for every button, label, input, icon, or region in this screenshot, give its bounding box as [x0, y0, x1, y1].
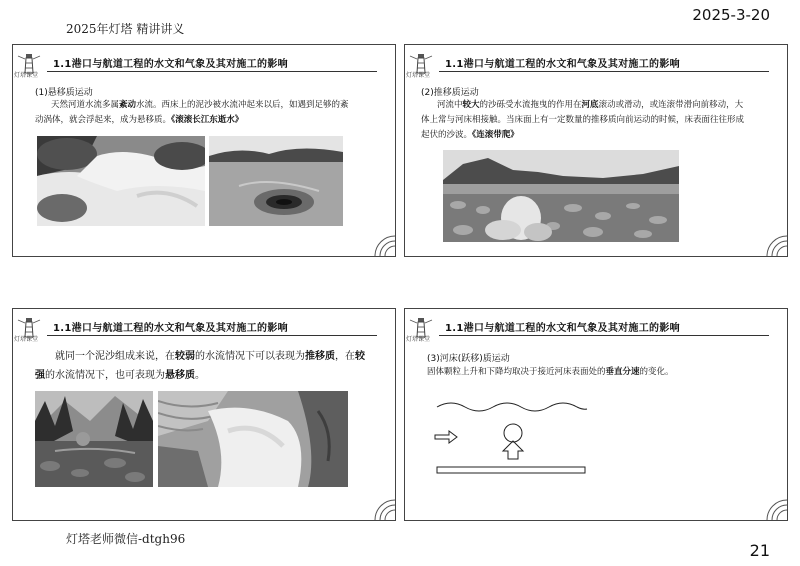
corner-swirl-icon [765, 234, 787, 256]
riverbed [437, 467, 585, 473]
page-footer: 灯塔老师微信-dtgh96 [66, 532, 186, 546]
logo-text: 灯塔课堂 [406, 336, 431, 343]
saltation-diagram [429, 395, 589, 481]
whirlpool-photo [209, 136, 343, 226]
corner-swirl-icon [373, 498, 395, 520]
corner-swirl-icon [765, 498, 787, 520]
water-surface-wave [437, 403, 587, 411]
logo-text: 灯塔课堂 [14, 336, 39, 343]
slide-suspended-load [12, 44, 396, 257]
sediment-particle [504, 424, 522, 442]
title-divider [439, 71, 769, 72]
slide-title: 1.1港口与航道工程的水文和气象及其对施工的影响 [53, 323, 288, 334]
pebble-beach-photo [443, 150, 679, 242]
slide-subtitle: (2)推移质运动 [421, 88, 479, 98]
logo-text: 灯塔课堂 [14, 72, 39, 79]
page-number: 21 [749, 541, 770, 560]
slide-title: 1.1港口与航道工程的水文和气象及其对施工的影响 [445, 59, 680, 70]
logo-text: 灯塔课堂 [406, 72, 431, 79]
rapids-photo [37, 136, 205, 226]
title-divider [47, 335, 377, 336]
waterfall-photo [158, 391, 348, 487]
slide-bed-load [404, 44, 788, 257]
slide-paragraph: 固体颗粒上升和下降均取决于接近河床表面处的垂直分速的变化。 [427, 367, 674, 377]
slide-subtitle: (1)悬移质运动 [35, 88, 93, 98]
slide-subtitle: (3)河床(跃移)质运动 [427, 354, 510, 364]
slide-title: 1.1港口与航道工程的水文和气象及其对施工的影响 [445, 323, 680, 334]
slide-saltation-load [404, 308, 788, 521]
flow-direction-arrow-icon [435, 431, 457, 443]
slide-paragraph: 河流中较大的沙砾受水流拖曳的作用在河底滚动或滑动，或连滚带滑向前移动，大体上常与河床相接触。当床面上有一定数量的推移质向前运动的时候，床表面往往形成起伏的沙波。《连滚带爬》 [421, 100, 745, 140]
page-date: 2025-3-20 [692, 6, 770, 24]
slide-paragraph: 天然河道水流多属紊动水流。西床上的泥沙被水流冲起来以后，如遇到足够的紊动涡体，就会浮起来，成为悬移质。《滚滚长江东逝水》 [35, 100, 349, 125]
mountain-stream-photo [35, 391, 153, 487]
title-divider [439, 335, 769, 336]
slide-load-comparison [12, 308, 396, 521]
corner-swirl-icon [373, 234, 395, 256]
title-divider [47, 71, 377, 72]
upward-velocity-arrow-icon [503, 441, 523, 459]
page-header: 2025年灯塔 精讲讲义 [66, 22, 185, 36]
slide-paragraph: 就同一个泥沙组成来说，在较弱的水流情况下可以表现为推移质，在较强的水流情况下，也可表现为悬移质。 [35, 351, 365, 381]
slide-title: 1.1港口与航道工程的水文和气象及其对施工的影响 [53, 59, 288, 70]
